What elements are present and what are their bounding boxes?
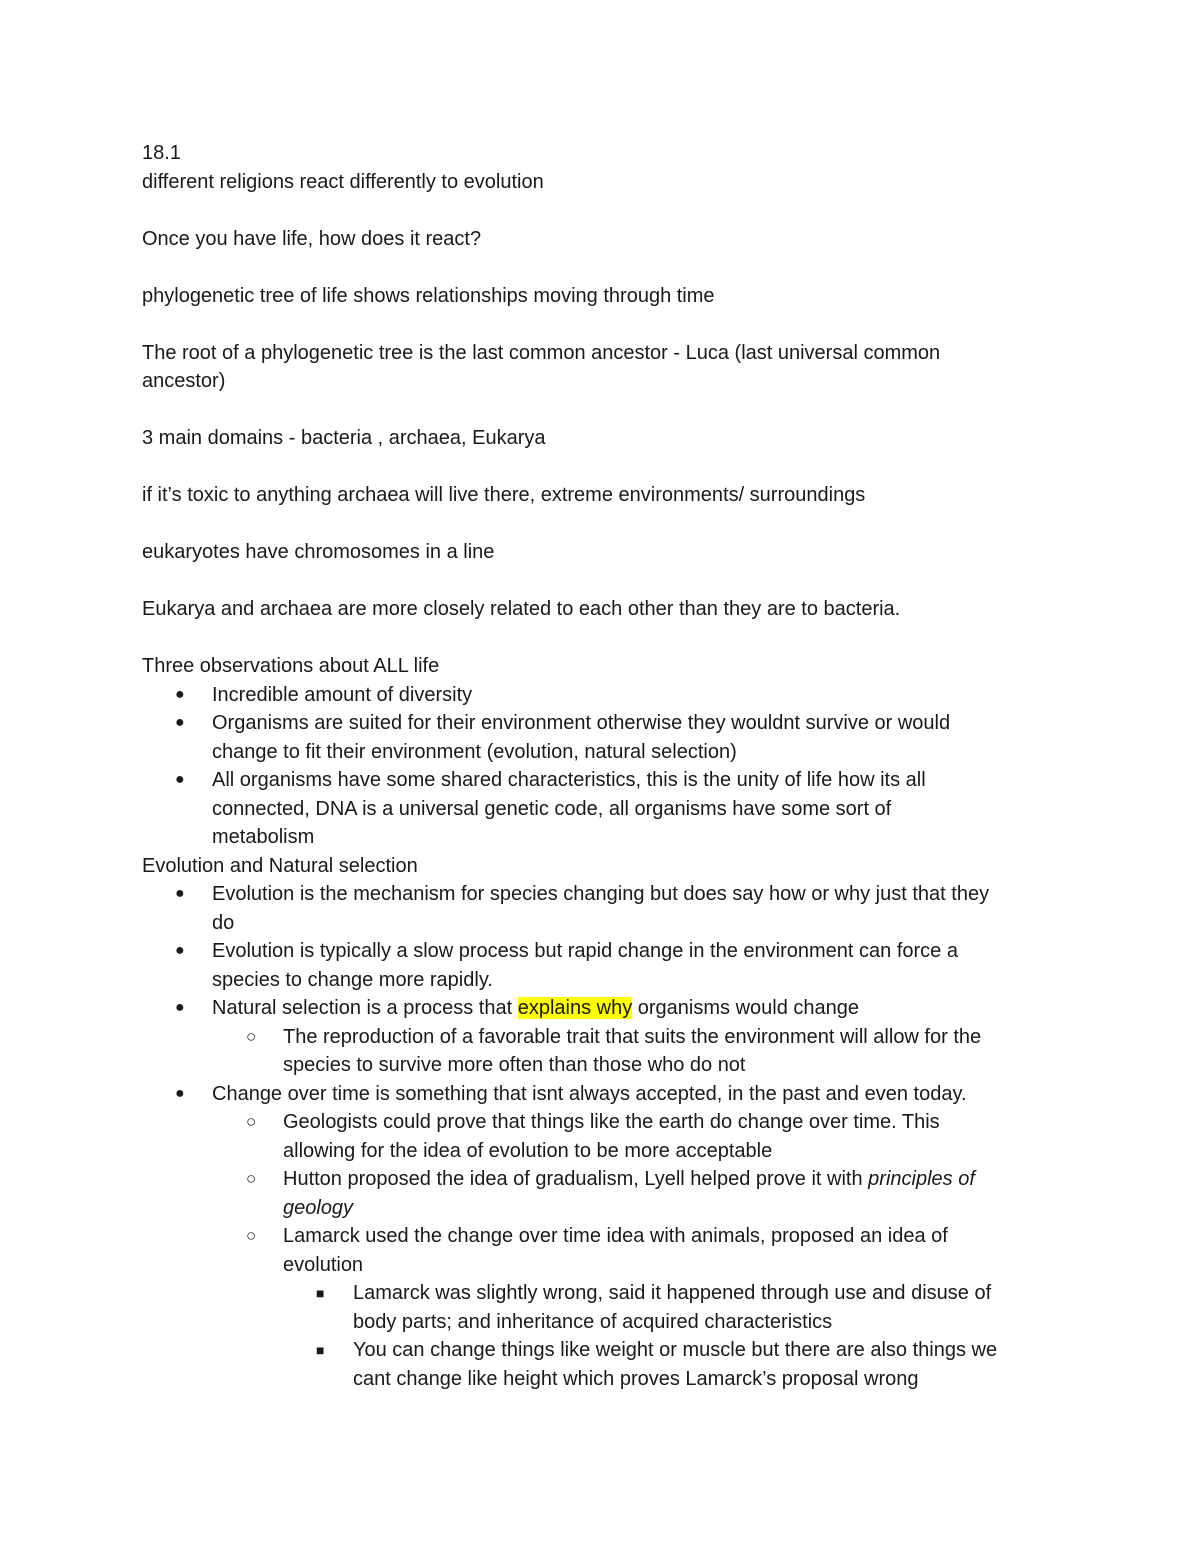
square-bullet-icon: ■ xyxy=(316,1285,325,1301)
bullet-icon: ● xyxy=(175,942,185,959)
sub-list-item: ○ The reproduction of a favorable trait that suits the environment will allow for the species to survive more often than those who do not xyxy=(142,1023,1072,1080)
sub-list-item: ○ Lamarck used the change over time idea with animals, proposed an idea of evolution xyxy=(142,1222,1072,1279)
book-title: principles of xyxy=(868,1168,975,1190)
sub-list-item: ○ Geologists could prove that things like the earth do change over time. This allowing for the idea of evolution to be more acceptable xyxy=(142,1108,1072,1165)
list-item: ● Incredible amount of diversity xyxy=(142,681,1072,710)
note-line: if it’s toxic to anything archaea will live there, extreme environments/ surroundings xyxy=(142,484,866,506)
note-line: Once you have life, how does it react? xyxy=(142,227,482,250)
note-line: ancestor) xyxy=(142,370,226,392)
bullet-icon: ● xyxy=(175,685,185,703)
bullet-icon: ● xyxy=(175,771,185,788)
evolution-list xyxy=(142,880,1072,1393)
note-line: eukaryotes have chromosomes in a line xyxy=(142,541,495,563)
note-line: phylogenetic tree of life shows relationships moving through time xyxy=(142,284,715,307)
hollow-bullet-icon: ○ xyxy=(246,1026,257,1046)
hollow-bullet-icon: ○ xyxy=(246,1169,257,1188)
sub-list-item: ○ Hutton proposed the idea of gradualism, Lyell helped prove it with principles of geology xyxy=(142,1165,1072,1222)
bullet-icon: ● xyxy=(175,999,185,1016)
list-item: ● Natural selection is a process that explains why organisms would change xyxy=(142,994,1072,1023)
bullet-icon: ● xyxy=(175,714,185,731)
list-item: ● Change over time is something that isnt always accepted, in the past and even today. xyxy=(142,1080,1072,1109)
note-line: different religions react differently to evolution xyxy=(142,170,544,193)
list-item: ● All organisms have some shared characteristics, this is the unity of life how its all connected, DNA is a universal genetic code, all organisms have some sort of metabolism xyxy=(142,766,1072,852)
section-title: Three observations about ALL life xyxy=(142,655,440,677)
note-line: Eukarya and archaea are more closely related to each other than they are to bacteria. xyxy=(142,598,901,620)
square-bullet-icon: ■ xyxy=(316,1342,325,1358)
observations-list xyxy=(142,681,1072,852)
book-title: geology xyxy=(283,1196,354,1219)
bullet-icon: ● xyxy=(175,1084,185,1102)
note-line: The root of a phylogenetic tree is the last common ancestor - Luca (last universal common xyxy=(142,341,941,364)
section-number: 18.1 xyxy=(142,142,181,164)
bullet-icon: ● xyxy=(175,885,185,902)
sub-sub-list-item: ■ Lamarck was slightly wrong, said it happened through use and disuse of body parts; and inheritance of acquired characteristics xyxy=(142,1279,1072,1336)
list-item: ● Evolution is the mechanism for species changing but does say how or why just that they do xyxy=(142,880,1072,937)
list-item: ● Organisms are suited for their environment otherwise they wouldnt survive or would change to fit their environment (evolution, natural selection) xyxy=(142,709,1072,766)
section-title: Evolution and Natural selection xyxy=(142,854,418,877)
document-body xyxy=(142,139,1072,1393)
sub-sub-list-item: ■ You can change things like weight or muscle but there are also things we cant change like height which proves Lamarck’s proposal wrong xyxy=(142,1336,1072,1393)
list-item: ● Evolution is typically a slow process but rapid change in the environment can force a species to change more rapidly. xyxy=(142,937,1072,994)
hollow-bullet-icon: ○ xyxy=(246,1112,257,1131)
hollow-bullet-icon: ○ xyxy=(246,1226,257,1245)
note-line: 3 main domains - bacteria , archaea, Eukarya xyxy=(142,427,546,449)
highlighted-text: explains why xyxy=(517,997,633,1019)
